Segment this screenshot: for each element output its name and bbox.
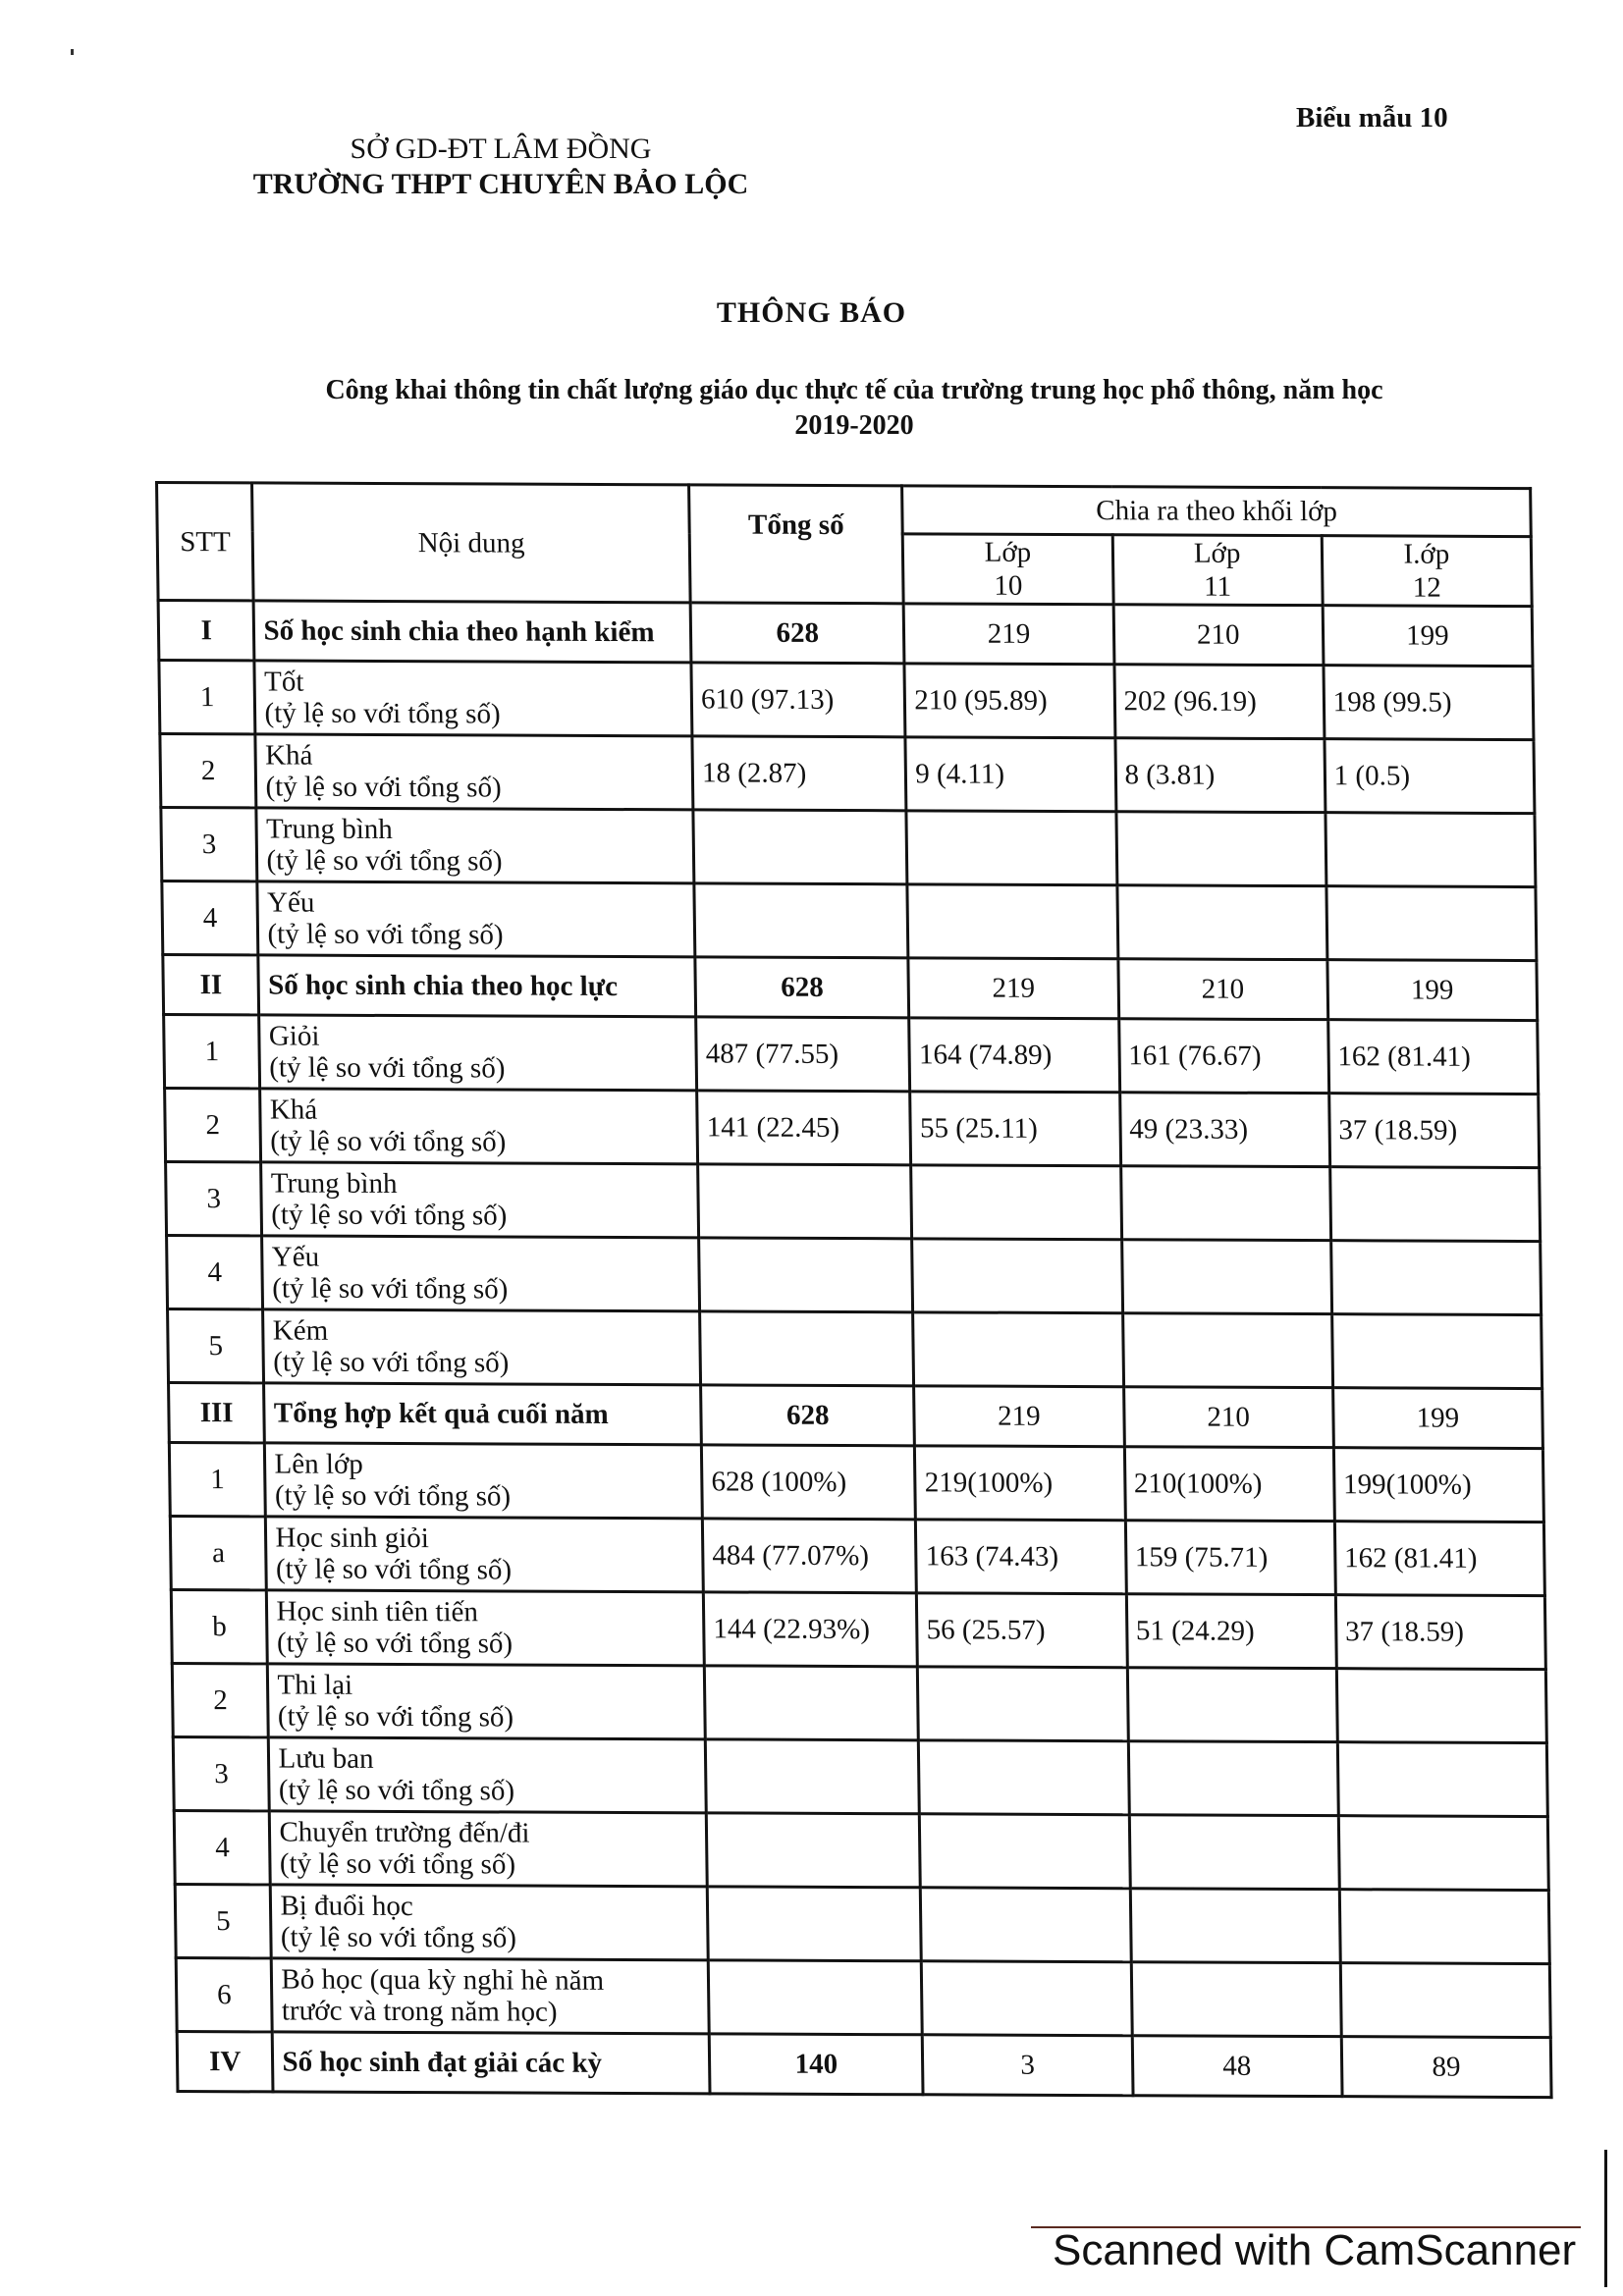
ratio-note: (tỷ lệ so với tổng số) xyxy=(272,1346,510,1379)
notice-subtitle-line1: Công khai thông tin chất lượng giáo dục thực tế của trường trung học phổ thông, năm học xyxy=(325,375,1383,405)
table-section-row xyxy=(163,955,1538,1021)
content-label-cont: trước và trong năm học) xyxy=(281,1995,558,2028)
cell-g10 xyxy=(906,811,1116,885)
cell-g12: 37 (18.59) xyxy=(1335,1595,1545,1670)
table-section-row xyxy=(158,601,1533,667)
cell-content xyxy=(259,1015,697,1091)
cell-stt: IV xyxy=(177,2031,273,2091)
cell-total: 144 (22.93%) xyxy=(703,1592,917,1667)
cell-g11 xyxy=(1130,1889,1340,1963)
cell-stt: b xyxy=(171,1589,267,1663)
cell-g12: 37 (18.59) xyxy=(1328,1094,1539,1168)
cell-g10: 9 (4.11) xyxy=(905,737,1115,812)
cell-content xyxy=(265,1443,703,1519)
cell-stt: I xyxy=(158,601,254,661)
ratio-note: (tỷ lệ so với tổng số) xyxy=(280,1921,517,1954)
cell-content xyxy=(270,1811,708,1887)
cell-g11 xyxy=(1129,1815,1339,1890)
ratio-note: (tỷ lệ so với tổng số) xyxy=(277,1700,514,1734)
cell-content xyxy=(255,734,693,810)
cell-stt: 2 xyxy=(165,1089,261,1162)
notice-subtitle xyxy=(206,373,1502,444)
cell-g12 xyxy=(1337,1742,1547,1817)
cell-g12: 199 xyxy=(1323,606,1533,667)
cell-total xyxy=(704,1666,918,1740)
cell-content xyxy=(268,1664,706,1739)
cell-g12 xyxy=(1326,886,1537,961)
cell-stt: 1 xyxy=(169,1442,265,1516)
cell-content xyxy=(262,1236,700,1311)
cell-g11 xyxy=(1120,1166,1330,1241)
cell-g10 xyxy=(920,1814,1130,1889)
cell-g10: 56 (25.57) xyxy=(917,1593,1127,1668)
cell-total xyxy=(705,1739,919,1814)
cell-total xyxy=(694,883,908,958)
ratio-note: (tỷ lệ so với tổng số) xyxy=(274,1479,512,1513)
header-content: Nội dung xyxy=(252,483,690,603)
cell-g11: 48 xyxy=(1132,2036,1342,2097)
cell-g11: 202 (96.19) xyxy=(1114,665,1325,739)
notice-subtitle-line2: 2019-2020 xyxy=(794,410,914,441)
cell-g11: 51 (24.29) xyxy=(1126,1594,1336,1669)
cell-total: 628 xyxy=(695,957,909,1018)
cell-g12: 199(100%) xyxy=(1333,1448,1543,1522)
cell-stt: 5 xyxy=(168,1308,264,1382)
content-label: Số học sinh chia theo học lực xyxy=(267,969,619,1003)
table-row xyxy=(176,1957,1550,2037)
content-label: Bỏ học (qua kỳ nghỉ hè năm xyxy=(281,1963,605,1997)
content-label: Số học sinh đạt giải các kỳ xyxy=(282,2046,603,2079)
department-name: SỞ GD-ĐT LÂM ĐỒNG xyxy=(350,133,652,165)
table-body xyxy=(158,601,1551,2098)
content-label: Yếu xyxy=(266,886,315,919)
cell-total: 487 (77.55) xyxy=(696,1017,910,1092)
cell-g10 xyxy=(907,884,1117,959)
content-label: Chuyển trường đến/đi xyxy=(279,1816,530,1849)
table-row xyxy=(165,1089,1540,1168)
cell-total xyxy=(708,1960,922,2035)
cell-total: 610 (97.13) xyxy=(691,663,905,737)
content-label: Trung bình xyxy=(270,1167,398,1201)
cell-stt: 2 xyxy=(160,734,256,808)
cell-stt: II xyxy=(163,955,259,1015)
content-label: Trung bình xyxy=(265,813,393,846)
cell-g12: 1 (0.5) xyxy=(1325,739,1535,814)
cell-g11 xyxy=(1116,885,1326,960)
cell-g11: 159 (75.71) xyxy=(1125,1521,1335,1595)
cell-g10: 164 (74.89) xyxy=(909,1018,1119,1093)
ratio-note: (tỷ lệ so với tổng số) xyxy=(272,1272,509,1306)
table-row xyxy=(159,661,1534,740)
table-section-row xyxy=(177,2031,1551,2097)
content-label: Số học sinh chia theo hạnh kiểm xyxy=(263,614,655,649)
cell-g11: 210 xyxy=(1123,1387,1333,1448)
cell-g10 xyxy=(918,1667,1128,1741)
cell-total xyxy=(700,1311,914,1386)
cell-content xyxy=(260,1089,698,1164)
cell-g12 xyxy=(1338,1816,1548,1891)
page-edge-line xyxy=(1604,2150,1607,2287)
ratio-note: (tỷ lệ so với tổng số) xyxy=(271,1199,508,1232)
cell-stt: 2 xyxy=(172,1663,268,1736)
table-section-row xyxy=(169,1382,1543,1448)
ratio-note: (tỷ lệ so với tổng số) xyxy=(276,1627,514,1660)
camscanner-watermark: Scanned with CamScanner xyxy=(1053,2226,1577,2274)
cell-g11: 210(100%) xyxy=(1124,1447,1334,1522)
cell-stt: 1 xyxy=(159,661,255,734)
cell-g12: 89 xyxy=(1341,2037,1551,2098)
cell-g10: 219(100%) xyxy=(915,1446,1125,1521)
cell-g12 xyxy=(1329,1167,1540,1242)
content-label: Học sinh tiên tiến xyxy=(276,1595,479,1629)
cell-g12 xyxy=(1339,1890,1549,1964)
cell-g12: 199 xyxy=(1327,960,1538,1021)
cell-g10 xyxy=(912,1239,1122,1313)
cell-g12: 198 (99.5) xyxy=(1324,666,1534,740)
table-row xyxy=(162,881,1537,961)
cell-stt: a xyxy=(170,1516,266,1589)
cell-g11 xyxy=(1127,1668,1337,1742)
cell-stt: 3 xyxy=(161,808,257,881)
cell-g12: 162 (81.41) xyxy=(1334,1522,1544,1596)
cell-g10: 219 xyxy=(914,1386,1124,1447)
cell-total xyxy=(693,810,907,884)
cell-g12 xyxy=(1325,813,1536,887)
cell-stt: 4 xyxy=(162,881,258,955)
cell-content xyxy=(272,1958,710,2034)
content-label: Lên lớp xyxy=(274,1448,364,1480)
cell-total: 140 xyxy=(709,2034,923,2095)
cell-total xyxy=(707,1887,921,1961)
cell-total: 628 xyxy=(701,1385,915,1446)
cell-content xyxy=(254,601,691,663)
cell-total xyxy=(706,1813,920,1888)
content-label: Thi lại xyxy=(277,1669,353,1701)
table-row xyxy=(168,1308,1542,1388)
cell-g12: 162 (81.41) xyxy=(1327,1020,1538,1095)
header-total: Tổng số xyxy=(689,485,904,604)
cell-content xyxy=(256,808,694,883)
table-row xyxy=(172,1663,1546,1742)
table-row xyxy=(166,1162,1541,1242)
content-label: Tốt xyxy=(263,666,304,698)
table-row xyxy=(171,1589,1545,1669)
cell-g11: 210 xyxy=(1117,959,1327,1020)
cell-g10: 55 (25.11) xyxy=(910,1092,1120,1166)
cell-content xyxy=(257,881,695,957)
cell-g10 xyxy=(921,1888,1131,1962)
cell-g11: 210 xyxy=(1113,605,1324,666)
cell-stt: 4 xyxy=(167,1235,263,1308)
cell-content xyxy=(264,1383,701,1445)
table-row xyxy=(173,1736,1547,1816)
header-stt: STT xyxy=(157,483,254,601)
cell-g11 xyxy=(1115,812,1325,886)
ratio-note: (tỷ lệ so với tổng số) xyxy=(279,1847,516,1881)
ratio-note: (tỷ lệ so với tổng số) xyxy=(275,1553,513,1586)
cell-g10 xyxy=(911,1165,1121,1240)
cell-content xyxy=(267,1590,705,1666)
cell-total: 18 (2.87) xyxy=(692,736,906,811)
notice-title: THÔNG BÁO xyxy=(716,296,907,329)
cell-total: 141 (22.45) xyxy=(697,1091,911,1165)
cell-total xyxy=(699,1238,913,1312)
ratio-note: (tỷ lệ so với tổng số) xyxy=(266,844,503,878)
cell-stt: 5 xyxy=(175,1884,271,1957)
cell-g10: 163 (74.43) xyxy=(916,1520,1126,1594)
table-row xyxy=(164,1015,1539,1095)
education-quality-table xyxy=(155,481,1553,2099)
content-label: Kém xyxy=(272,1314,329,1347)
table-row xyxy=(167,1235,1542,1314)
cell-g10: 219 xyxy=(908,958,1118,1019)
cell-g11: 8 (3.81) xyxy=(1114,738,1325,813)
cell-content xyxy=(271,1885,709,1960)
cell-g10: 210 (95.89) xyxy=(904,664,1114,738)
cell-stt: 1 xyxy=(164,1015,260,1089)
cell-content xyxy=(269,1737,707,1813)
cell-total xyxy=(698,1164,912,1239)
ratio-note: (tỷ lệ so với tổng số) xyxy=(270,1125,507,1158)
cell-total: 628 (100%) xyxy=(701,1445,915,1520)
cell-g12 xyxy=(1340,1963,1550,2038)
cell-g11: 161 (76.67) xyxy=(1118,1019,1328,1094)
cell-stt: III xyxy=(169,1382,265,1442)
content-label: Giỏi xyxy=(268,1020,320,1052)
cell-total: 484 (77.07%) xyxy=(702,1519,916,1593)
cell-content xyxy=(258,955,695,1017)
cell-stt: 6 xyxy=(176,1957,272,2031)
header-grade-11: Lớp 11 xyxy=(1112,535,1323,606)
scan-speck xyxy=(71,49,74,55)
cell-g10 xyxy=(913,1312,1123,1387)
content-label: Học sinh giỏi xyxy=(275,1522,430,1555)
cell-content xyxy=(261,1162,699,1238)
table-row xyxy=(161,808,1536,887)
content-label: Khá xyxy=(269,1094,318,1126)
cell-g10: 3 xyxy=(923,2035,1133,2096)
cell-stt: 4 xyxy=(174,1810,270,1884)
cell-content xyxy=(263,1309,701,1385)
content-label: Yếu xyxy=(271,1241,320,1273)
cell-g12 xyxy=(1336,1669,1546,1743)
table-row xyxy=(170,1516,1544,1595)
table-row xyxy=(160,734,1535,814)
content-label: Lưu ban xyxy=(278,1742,374,1775)
content-label: Khá xyxy=(264,739,313,772)
ratio-note: (tỷ lệ so với tổng số) xyxy=(269,1051,506,1085)
cell-g11: 49 (23.33) xyxy=(1119,1093,1329,1167)
content-label: Bị đuổi học xyxy=(280,1890,414,1923)
form-number-label: Biểu mẫu 10 xyxy=(1296,102,1448,133)
cell-g11 xyxy=(1121,1240,1331,1314)
ratio-note: (tỷ lệ so với tổng số) xyxy=(264,697,501,730)
header-grade-12: I.ớp 12 xyxy=(1322,536,1532,607)
school-name: TRƯỜNG THPT CHUYÊN BẢO LỘC xyxy=(252,168,749,200)
header-grade-group: Chia ra theo khối lớp xyxy=(902,486,1531,537)
cell-g11 xyxy=(1122,1313,1332,1388)
ratio-note: (tỷ lệ so với tổng số) xyxy=(267,918,504,951)
cell-g12 xyxy=(1331,1314,1542,1389)
table-row xyxy=(169,1442,1543,1522)
content-label: Tổng hợp kết quả cuối năm xyxy=(273,1397,609,1430)
issuer-header xyxy=(177,132,825,202)
ratio-note: (tỷ lệ so với tổng số) xyxy=(265,771,502,804)
quality-table-wrapper xyxy=(155,481,1553,2099)
cell-g10 xyxy=(919,1740,1129,1815)
cell-stt: 3 xyxy=(173,1736,269,1810)
cell-total: 628 xyxy=(690,603,904,664)
cell-content xyxy=(273,2032,710,2094)
table-row xyxy=(174,1810,1548,1890)
cell-g11 xyxy=(1131,1962,1341,2037)
cell-g10 xyxy=(922,1961,1132,2036)
cell-g10: 219 xyxy=(904,604,1114,665)
header-grade-10: Lớp 10 xyxy=(903,534,1113,605)
cell-content xyxy=(266,1517,704,1592)
cell-g12: 199 xyxy=(1332,1388,1542,1449)
cell-g12 xyxy=(1330,1241,1541,1315)
cell-g11 xyxy=(1128,1741,1338,1816)
cell-stt: 3 xyxy=(166,1162,262,1236)
table-row xyxy=(175,1884,1549,1963)
ratio-note: (tỷ lệ so với tổng số) xyxy=(278,1774,515,1807)
cell-content xyxy=(254,661,692,736)
